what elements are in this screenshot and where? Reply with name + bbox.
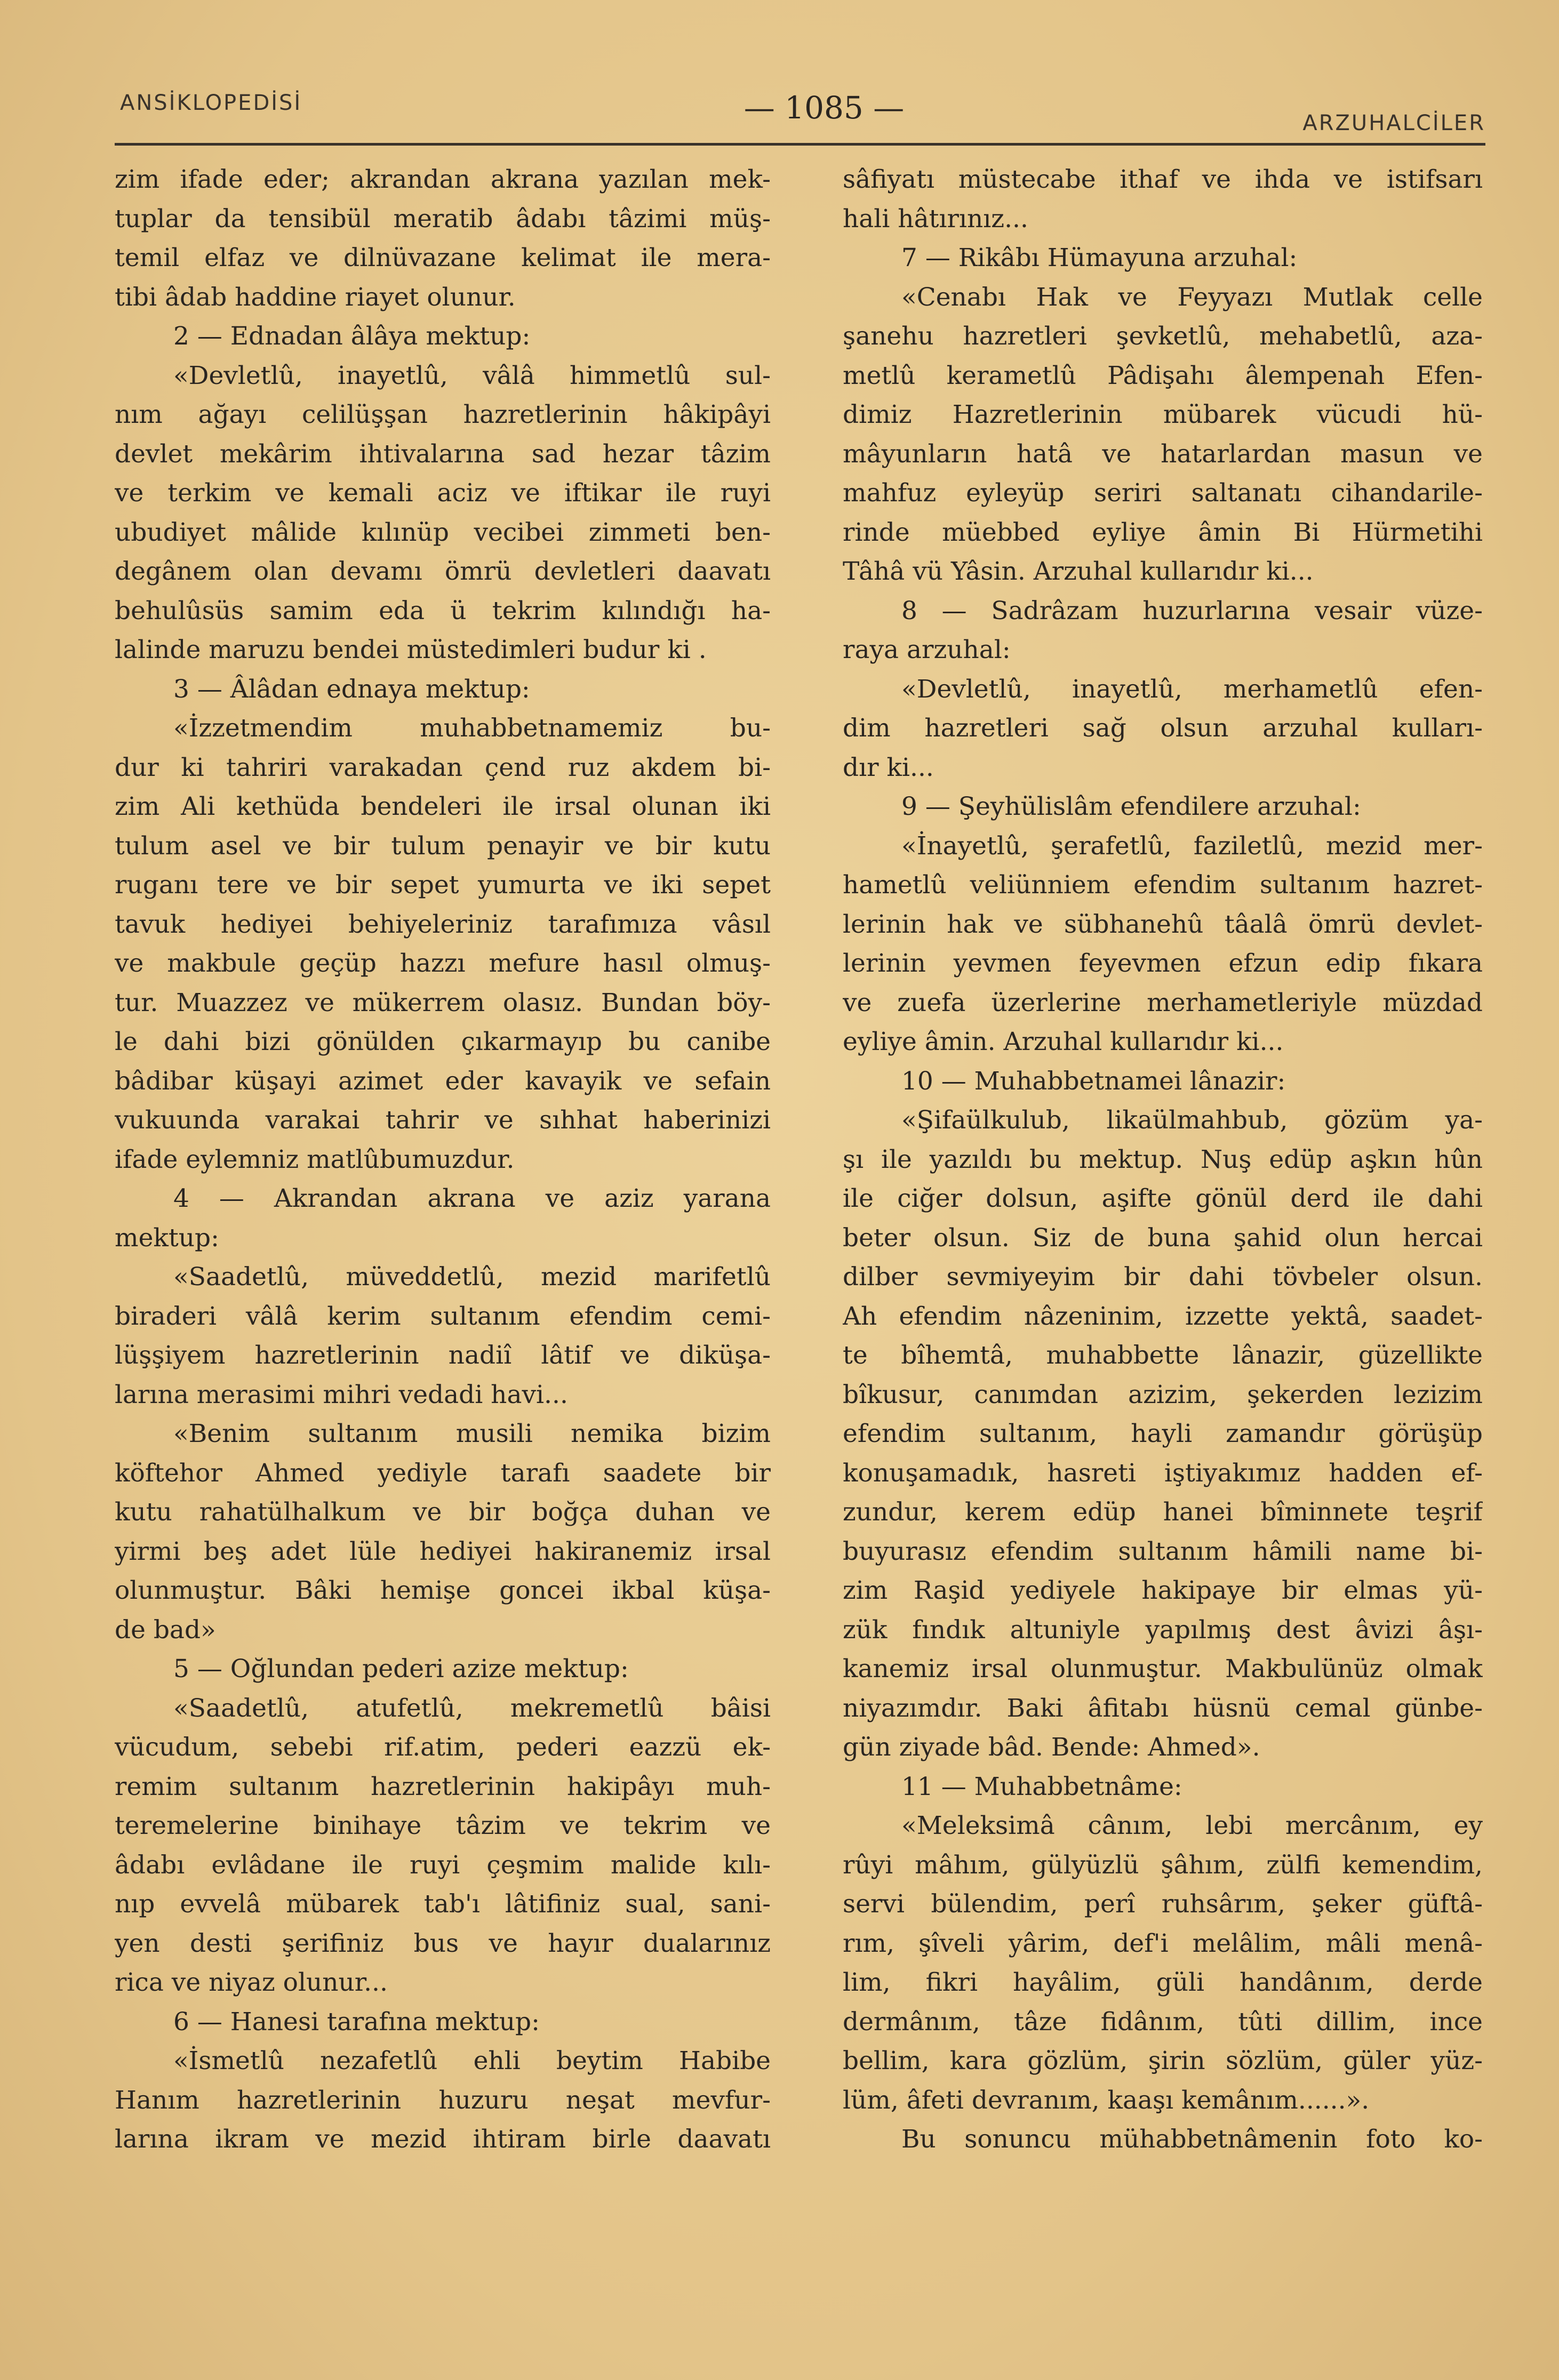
text-line: «İzzetmendim muhabbetnamemiz bu- bbox=[173, 714, 771, 743]
text-line: «İsmetlû nezafetlû ehli beytim Habibe bbox=[173, 2046, 771, 2076]
text-line: mâyunların hatâ ve hatarlardan masun ve bbox=[843, 439, 1483, 469]
text-line: olunmuştur. Bâki hemişe goncei ikbal küşa- bbox=[115, 1576, 771, 1605]
text-line: remim sultanım hazretlerinin hakipâyı muh- bbox=[115, 1772, 771, 1801]
text-line: 5 — Oğlundan pederi azize mektup: bbox=[173, 1654, 629, 1684]
text-line: Ah efendim nâzeninim, izzette yektâ, saadet- bbox=[843, 1301, 1483, 1331]
text-line: rinde müebbed eyliye âmin Bi Hürmetihi bbox=[843, 517, 1483, 547]
text-line: «İnayetlû, şerafetlû, faziletlû, mezid mer- bbox=[901, 831, 1483, 861]
text-line: ile ciğer dolsun, aşifte gönül derd ile dahi bbox=[843, 1184, 1483, 1213]
text-line: dilber sevmiyeyim bir dahi tövbeler olsun. bbox=[843, 1262, 1483, 1292]
text-line: degânem olan devamı ömrü devletleri daavatı bbox=[115, 557, 771, 586]
text-line: 11 — Muhabbetnâme: bbox=[901, 1772, 1182, 1801]
text-line: zundur, kerem edüp hanei bîminnete teşrif bbox=[843, 1497, 1483, 1527]
text-line: raya arzuhal: bbox=[843, 635, 1011, 664]
text-line: «Şifaülkulub, likaülmahbub, gözüm ya- bbox=[901, 1105, 1483, 1135]
text-line: Tâhâ vü Yâsin. Arzuhal kullarıdır ki... bbox=[843, 557, 1314, 586]
text-line: «Meleksimâ cânım, lebi mercânım, ey bbox=[901, 1811, 1483, 1840]
text-line: lerinin yevmen feyevmen efzun edip fıkara bbox=[843, 949, 1483, 978]
text-line: bîkusur, canımdan azizim, şekerden lezizim bbox=[843, 1380, 1483, 1409]
text-line: temil elfaz ve dilnüvazane kelimat ile mera- bbox=[115, 243, 771, 273]
text-line: beter olsun. Siz de buna şahid olun hercai bbox=[843, 1223, 1483, 1253]
text-line: sâfiyatı müstecabe ithaf ve ihda ve istifsarı bbox=[843, 165, 1483, 194]
text-line: lerinin hak ve sübhanehû tâalâ ömrü devlet- bbox=[843, 909, 1483, 939]
text-line: lüm, âfeti devranım, kaaşı kemânım......». bbox=[843, 2085, 1370, 2115]
text-line: 4 — Akrandan akrana ve aziz yarana bbox=[173, 1184, 771, 1213]
text-line: âdabı evlâdane ile ruyi çeşmim malide kılı- bbox=[115, 1850, 771, 1880]
running-head-left: ANSİKLOPEDİSİ bbox=[120, 91, 302, 115]
text-line: kanemiz irsal olunmuştur. Makbulünüz olmak bbox=[843, 1654, 1483, 1684]
text-line: 7 — Rikâbı Hümayuna arzuhal: bbox=[901, 243, 1298, 273]
text-line: teremelerine binihaye tâzim ve tekrim ve bbox=[115, 1811, 771, 1840]
text-line: 10 — Muhabbetnamei lânazir: bbox=[901, 1066, 1286, 1096]
text-line: kutu rahatülhalkum ve bir boğça duhan ve bbox=[115, 1497, 771, 1527]
text-line: nıp evvelâ mübarek tab'ı lâtifiniz sual, sani- bbox=[115, 1889, 771, 1919]
text-line: lalinde maruzu bendei müstedimleri budur ki . bbox=[115, 635, 707, 664]
text-line: ubudiyet mâlide kılınüp vecibei zimmeti ben- bbox=[115, 517, 771, 547]
page-number: — 1085 — bbox=[743, 90, 905, 126]
right-column bbox=[843, 160, 1483, 2159]
text-line: buyurasız efendim sultanım hâmili name bi- bbox=[843, 1536, 1483, 1566]
text-line: «Devletlû, inayetlû, vâlâ himmetlû sul- bbox=[173, 360, 771, 390]
text-line: konuşamadık, hasreti iştiyakımız hadden ef- bbox=[843, 1458, 1483, 1488]
text-line: de bad» bbox=[115, 1615, 216, 1645]
text-line: Hanım hazretlerinin huzuru neşat mevfur- bbox=[115, 2085, 771, 2115]
text-line: ifade eylemniz matlûbumuzdur. bbox=[115, 1144, 515, 1174]
text-line: «Devletlû, inayetlû, merhametlû efen- bbox=[901, 674, 1483, 704]
text-line: rım, şîveli yârim, def'i melâlim, mâli menâ- bbox=[843, 1928, 1483, 1958]
text-line: servi bülendim, perî ruhsârım, şeker güftâ- bbox=[843, 1889, 1483, 1919]
text-line: nım ağayı celilüşşan hazretlerinin hâkipâyi bbox=[115, 400, 771, 429]
text-line: lim, fikri hayâlim, güli handânım, derde bbox=[843, 1968, 1483, 1997]
text-line: 9 — Şeyhülislâm efendilere arzuhal: bbox=[901, 792, 1361, 821]
text-line: metlû kerametlû Pâdişahı âlempenah Efen- bbox=[843, 360, 1483, 390]
text-line: hametlû veliünniem efendim sultanım hazret- bbox=[843, 870, 1483, 900]
text-line: efendim sultanım, hayli zamandır görüşüp bbox=[843, 1419, 1483, 1448]
text-line: dur ki tahriri varakadan çend ruz akdem bi- bbox=[115, 752, 771, 782]
text-line: dır ki... bbox=[843, 752, 934, 782]
text-line: tur. Muazzez ve mükerrem olasız. Bundan böy- bbox=[115, 988, 771, 1017]
text-line: vücudum, sebebi rif.atim, pederi eazzü ek- bbox=[115, 1733, 771, 1762]
text-line: zük fındık altuniyle yapılmış dest âvizi âşı- bbox=[843, 1615, 1483, 1645]
text-line: hali hâtırınız... bbox=[843, 204, 1028, 234]
text-line: 3 — Âlâdan ednaya mektup: bbox=[173, 674, 530, 704]
text-line: le dahi bizi gönülden çıkarmayıp bu canibe bbox=[115, 1027, 771, 1056]
text-line: «Benim sultanım musili nemika bizim bbox=[173, 1419, 771, 1448]
text-line: ve zuefa üzerlerine merhametleriyle müzdad bbox=[843, 988, 1483, 1017]
text-line: bâdibar küşayi azimet eder kavayik ve sefain bbox=[115, 1066, 771, 1096]
text-line: devlet mekârim ihtivalarına sad hezar tâzim bbox=[115, 439, 771, 469]
text-line: eyliye âmin. Arzuhal kullarıdır ki... bbox=[843, 1027, 1284, 1056]
text-line: 2 — Ednadan âlâya mektup: bbox=[173, 322, 531, 351]
text-line: niyazımdır. Baki âfitabı hüsnü cemal günbe- bbox=[843, 1693, 1483, 1723]
text-line: gün ziyade bâd. Bende: Ahmed». bbox=[843, 1733, 1260, 1762]
text-line: yen desti şerifiniz bus ve hayır dualarınız bbox=[115, 1928, 771, 1958]
page-header bbox=[115, 80, 1485, 149]
text-line: şı ile yazıldı bu mektup. Nuş edüp aşkın hûn bbox=[843, 1144, 1483, 1174]
text-line: tulum asel ve bir tulum penayir ve bir kutu bbox=[115, 831, 771, 861]
text-line: behulûsüs samim eda ü tekrim kılındığı ha- bbox=[115, 596, 771, 626]
text-line: mektup: bbox=[115, 1223, 219, 1253]
text-line: larına ikram ve mezid ihtiram birle daavatı bbox=[115, 2125, 771, 2154]
text-line: bellim, kara gözlüm, şirin sözlüm, güler yüz- bbox=[843, 2046, 1483, 2076]
text-line: mahfuz eyleyüp seriri saltanatı cihandarile- bbox=[843, 478, 1483, 508]
running-head-right: ARZUHALCİLER bbox=[1302, 111, 1485, 135]
text-line: ruganı tere ve bir sepet yumurta ve iki sepet bbox=[115, 870, 771, 900]
text-line: Bu sonuncu mühabbetnâmenin foto ko- bbox=[901, 2125, 1483, 2154]
text-line: 8 — Sadrâzam huzurlarına vesair vüze- bbox=[901, 596, 1483, 626]
text-line: «Cenabı Hak ve Feyyazı Mutlak celle bbox=[901, 282, 1483, 312]
text-line: dermânım, tâze fidânım, tûti dillim, ince bbox=[843, 2007, 1483, 2037]
left-column bbox=[115, 160, 771, 2159]
text-line: tuplar da tensibül meratib âdabı tâzimi müş- bbox=[115, 204, 771, 234]
text-line: 6 — Hanesi tarafına mektup: bbox=[173, 2007, 540, 2037]
text-line: te bîhemtâ, muhabbette lânazir, güzellikte bbox=[843, 1341, 1483, 1370]
text-line: ve terkim ve kemali aciz ve iftikar ile ruyi bbox=[115, 478, 771, 508]
text-line: şanehu hazretleri şevketlû, mehabetlû, aza- bbox=[843, 322, 1483, 351]
text-line: köftehor Ahmed yediyle tarafı saadete bir bbox=[115, 1458, 771, 1488]
text-line: yirmi beş adet lüle hediyei hakiranemiz irsal bbox=[115, 1536, 771, 1566]
header-rule bbox=[115, 143, 1485, 146]
text-line: zim Raşid yediyele hakipaye bir elmas yü- bbox=[843, 1576, 1483, 1605]
text-line: zim Ali kethüda bendeleri ile irsal olunan iki bbox=[115, 792, 771, 821]
text-line: lüşşiyem hazretlerinin nadiî lâtif ve diküşa- bbox=[115, 1341, 771, 1370]
text-line: biraderi vâlâ kerim sultanım efendim cemi- bbox=[115, 1301, 771, 1331]
text-line: rûyi mâhım, gülyüzlü şâhım, zülfi kemendim, bbox=[843, 1850, 1483, 1880]
text-line: zim ifade eder; akrandan akrana yazılan mek- bbox=[115, 165, 771, 194]
text-line: «Saadetlû, atufetlû, mekremetlû bâisi bbox=[173, 1693, 771, 1723]
text-line: vukuunda varakai tahrir ve sıhhat haberinizi bbox=[115, 1105, 771, 1135]
text-line: tavuk hediyei behiyeleriniz tarafımıza vâsıl bbox=[115, 909, 771, 939]
text-line: «Saadetlû, müveddetlû, mezid marifetlû bbox=[173, 1262, 771, 1292]
text-line: dim hazretleri sağ olsun arzuhal kulları- bbox=[843, 714, 1483, 743]
text-line: dimiz Hazretlerinin mübarek vücudi hü- bbox=[843, 400, 1483, 429]
text-line: larına merasimi mihri vedadi havi... bbox=[115, 1380, 568, 1409]
text-line: rica ve niyaz olunur... bbox=[115, 1968, 388, 1997]
text-line: ve makbule geçüp hazzı mefure hasıl olmuş- bbox=[115, 949, 771, 978]
text-line: tibi âdab haddine riayet olunur. bbox=[115, 282, 516, 312]
